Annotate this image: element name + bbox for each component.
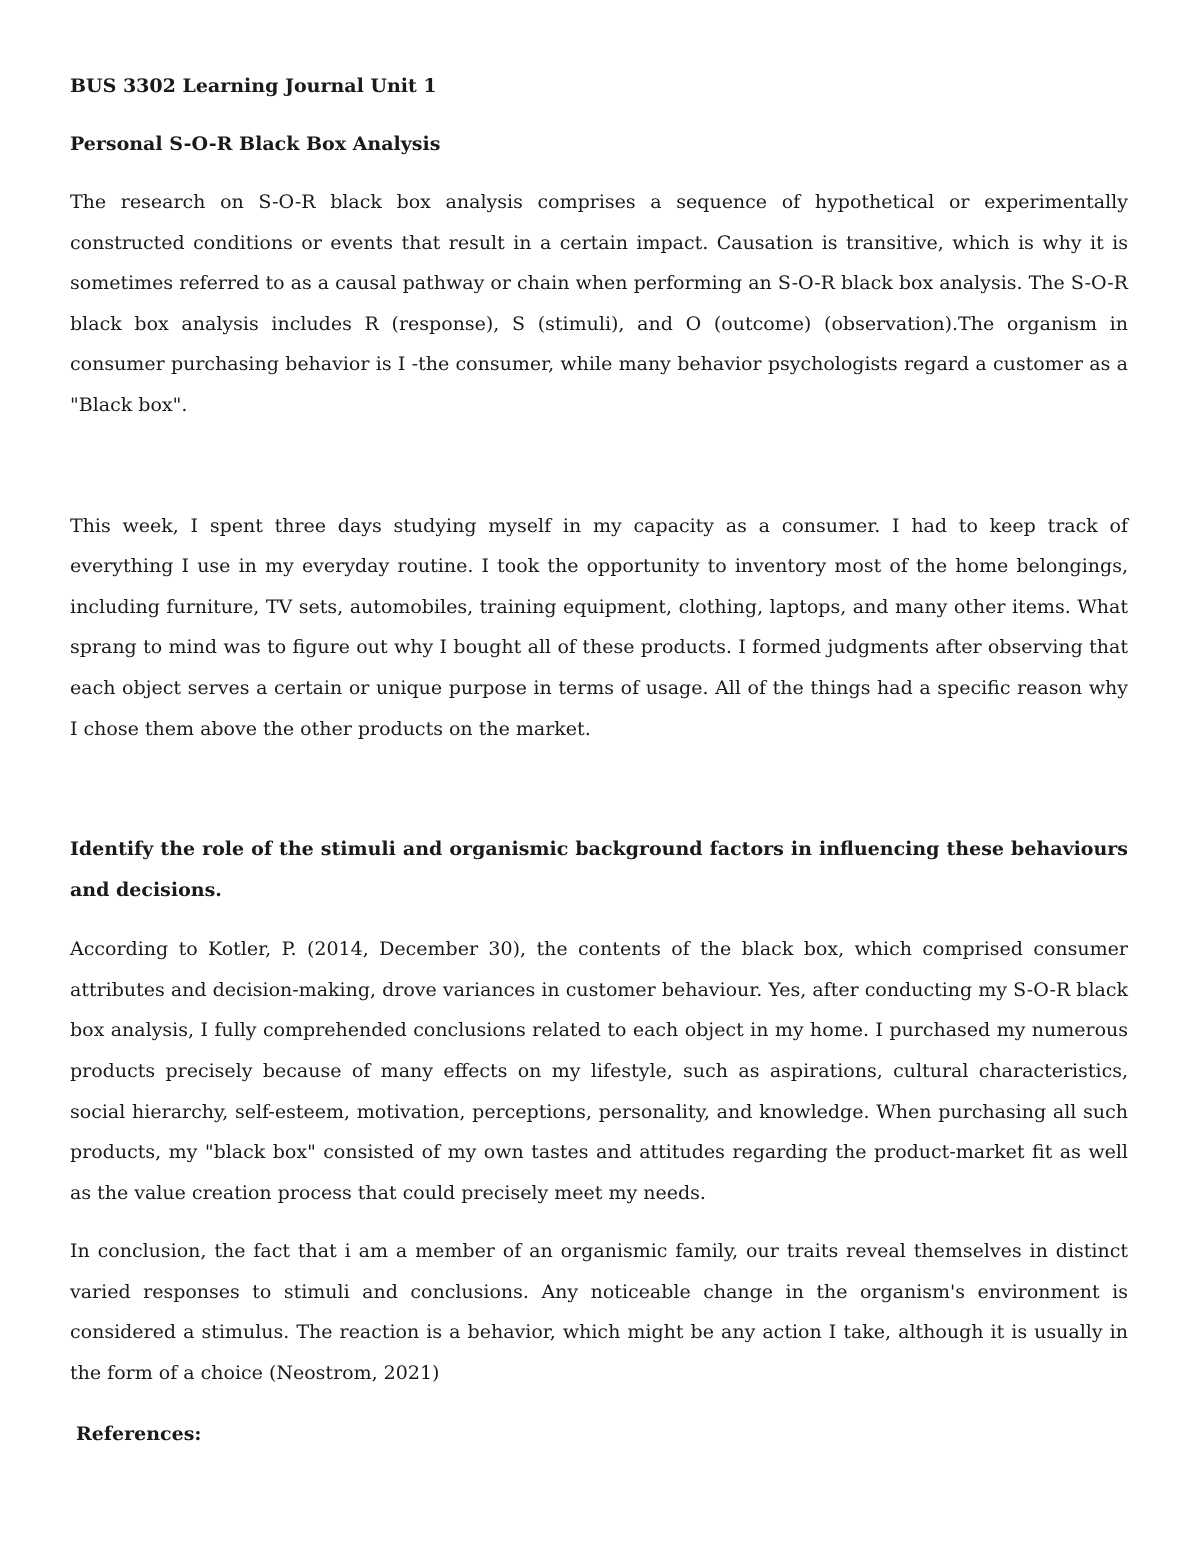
body-paragraph: This week, I spent three days studying myself in my capacity as a consumer. I had to keep track of everything I use in my everyday routine. I took the opportunity to inventory most of the home belongings, including furniture, TV sets, automobiles, training equipment, clothing, laptops, and many other items. What sprang to mind was to figure out why I bought all of these products. I formed judgments after observing that each object serves a certain or unique purpose in terms of usage. All of the things had a specific reason why I chose them above the other products on the market. xyxy=(70,514,1128,740)
document-page xyxy=(70,66,1128,1454)
answer-paragraph: According to Kotler, P. (2014, December 30), the contents of the black box, which comprised consumer attributes and decision-making, drove variances in customer behaviour. Yes, after conducting my S-O-R black box analysis, I fully comprehended conclusions related to each object in my home. I purchased my numerous products precisely because of many effects on my lifestyle, such as aspirations, cultural characteristics, social hierarchy, self-esteem, motivation, perceptions, personality, and knowledge. When purchasing all such products, my "black box" consisted of my own tastes and attitudes regarding the product-market fit as well as the value creation process that could precisely meet my needs. xyxy=(70,938,1128,1204)
body-paragraph: The research on S-O-R black box analysis comprises a sequence of hypothetical or experimentally constructed conditions or events that result in a certain impact. Causation is transitive, which is why it is sometimes referred to as a causal pathway or chain when performing an S-O-R black box analysis. The S-O-R black box analysis includes R (response), S (stimuli), and O (outcome) (observation).The organism in consumer purchasing behavior is I -the consumer, while many behavior psychologists regard a customer as a "Black box". xyxy=(70,191,1128,416)
document-title: BUS 3302 Learning Journal Unit 1 xyxy=(70,75,437,97)
paragraph-spacer xyxy=(70,749,1128,829)
document-subtitle: Personal S-O-R Black Box Analysis xyxy=(70,133,441,155)
answer-paragraph: In conclusion, the fact that i am a member of an organismic family, our traits reveal themselves in distinct varied responses to stimuli and conclusions. Any noticeable change in the organism's environment is considered a stimulus. The reaction is a behavior, which might be any action I take, although it is usually in the form of a choice (Neostrom, 2021) xyxy=(70,1240,1128,1385)
references-heading: References: xyxy=(76,1422,202,1445)
paragraph-spacer xyxy=(70,426,1128,506)
question-heading: Identify the role of the stimuli and organismic background factors in influencing these behaviours and decisions. xyxy=(70,838,1128,902)
